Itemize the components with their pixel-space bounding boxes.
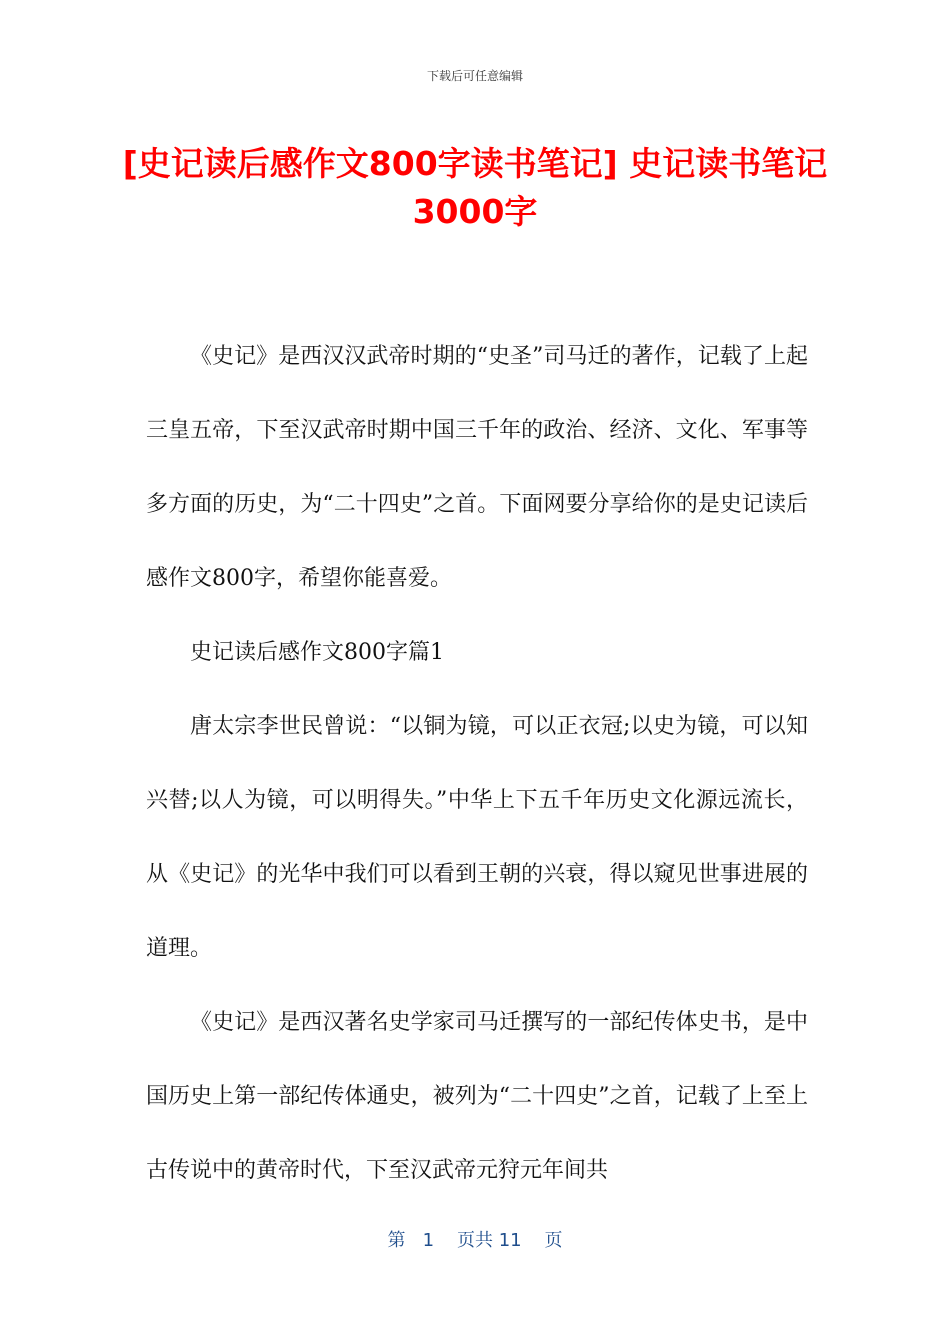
document-body (146, 320, 808, 1208)
page-footer (0, 1226, 950, 1252)
paragraph-shiji: 《史记》是西汉著名史学家司马迁撰写的一部纪传体史书，是中国历史上第一部纪传体通史，被列为“二十四史”之首，记载了上至上古传说中的黄帝时代，下至汉武帝元狩元年间共 (146, 1010, 808, 1183)
footer-prefix: 第 (387, 1230, 406, 1251)
paragraph-intro: 《史记》是西汉汉武帝时期的“史圣”司马迁的著作，记载了上起三皇五帝，下至汉武帝时期中国三千年的政治、经济、文化、军事等多方面的历史，为“二十四史”之首。下面网要分享给你的是史记读后感作文800字，希望你能喜爱。 (146, 344, 808, 591)
total-pages-number: 11 (498, 1230, 522, 1251)
paragraph-quote: 唐太宗李世民曾说：“以铜为镜，可以正衣冠;以史为镜，可以知兴替;以人为镜，可以明得失。”中华上下五千年历史文化源远流长，从《史记》的光华中我们可以看到王朝的兴衰，得以窥见世事进展的道理。 (146, 714, 808, 961)
header-note: 下载后可任意编辑 (426, 69, 523, 83)
footer-suffix: 页 (544, 1230, 563, 1251)
current-page-number: 1 (422, 1230, 435, 1251)
document-title: [史记读后感作文800字读书笔记] 史记读书笔记3000字 (122, 144, 828, 231)
footer-middle: 页共 (456, 1230, 493, 1251)
section-heading: 史记读后感作文800字篇1 (190, 640, 444, 665)
